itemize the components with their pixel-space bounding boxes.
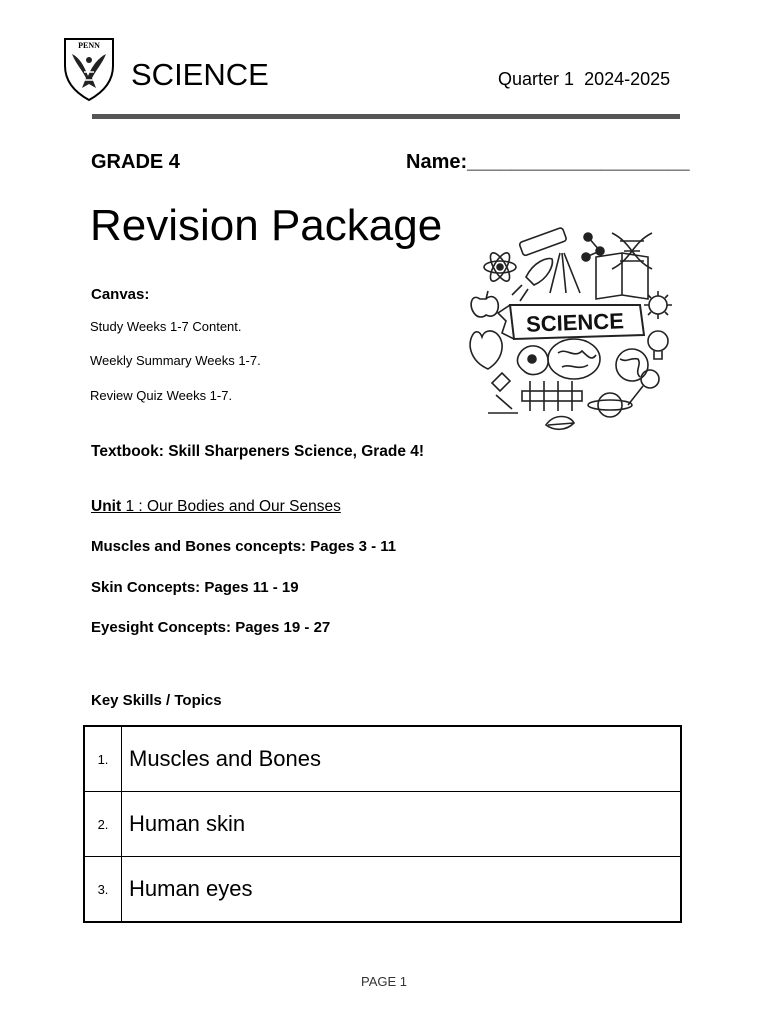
heart-organ-icon: [470, 331, 502, 369]
row-number: 1.: [84, 726, 122, 792]
rocket-icon: [512, 259, 552, 301]
row-topic: Human eyes: [122, 857, 682, 923]
table-row: [84, 726, 681, 792]
term-label: [498, 68, 670, 90]
school-crest-logo: [62, 36, 116, 102]
page-title: Revision Package: [90, 201, 443, 250]
unit-title: 1 : Our Bodies and Our Senses: [121, 498, 341, 515]
telescope-icon: [519, 227, 580, 293]
row-topic: Human skin: [122, 792, 682, 857]
leaf-icon: [546, 417, 574, 430]
subject-title: SCIENCE: [131, 57, 269, 92]
key-skills-heading: Key Skills / Topics: [91, 692, 222, 709]
table-row: [84, 792, 681, 857]
school-year: 2024-2025: [584, 69, 671, 89]
virus-icon: [644, 291, 672, 319]
microscope-icon: [488, 373, 518, 413]
science-doodle-illustration: [462, 213, 682, 435]
canvas-item: Study Weeks 1-7 Content.: [90, 319, 242, 334]
canvas-item: Review Quiz Weeks 1-7.: [90, 388, 233, 403]
canvas-heading: Canvas:: [91, 286, 150, 303]
concept-pages: Muscles and Bones concepts: Pages 3 - 11: [91, 538, 397, 555]
apple-icon: [471, 291, 498, 317]
dna-icon: [612, 233, 652, 269]
grade-label: GRADE 4: [91, 151, 180, 173]
planet-icon: [588, 393, 632, 417]
unit-heading: [91, 497, 341, 516]
row-topic: Muscles and Bones: [122, 726, 682, 792]
concept-pages: Eyesight Concepts: Pages 19 - 27: [91, 619, 331, 636]
atom-icon: [484, 250, 516, 284]
quarter-label: Quarter 1: [498, 69, 575, 89]
textbook-reference: Textbook: Skill Sharpeners Science, Grade 4!: [91, 443, 425, 460]
unit-label: Unit: [91, 498, 122, 515]
concept-pages: Skin Concepts: Pages 11 - 19: [91, 579, 299, 596]
cell-icon: [517, 346, 548, 375]
name-field: [406, 150, 690, 174]
name-label: Name:: [406, 151, 468, 173]
table-row: [84, 857, 681, 923]
key-skills-table: [83, 725, 682, 923]
row-number: 3.: [84, 857, 122, 923]
brain-icon: [548, 339, 600, 379]
lightbulb-icon: [648, 331, 668, 359]
row-number: 2.: [84, 792, 122, 857]
page-number: PAGE 1: [360, 974, 407, 989]
logo-text: PENN: [78, 41, 100, 50]
canvas-item: Weekly Summary Weeks 1-7.: [90, 353, 261, 368]
name-blank-line: ____________________: [467, 151, 690, 173]
globe-icon: [616, 349, 648, 381]
header-divider: [92, 114, 680, 119]
test-tubes-icon: [522, 381, 582, 411]
illustration-label: SCIENCE: [525, 308, 625, 337]
